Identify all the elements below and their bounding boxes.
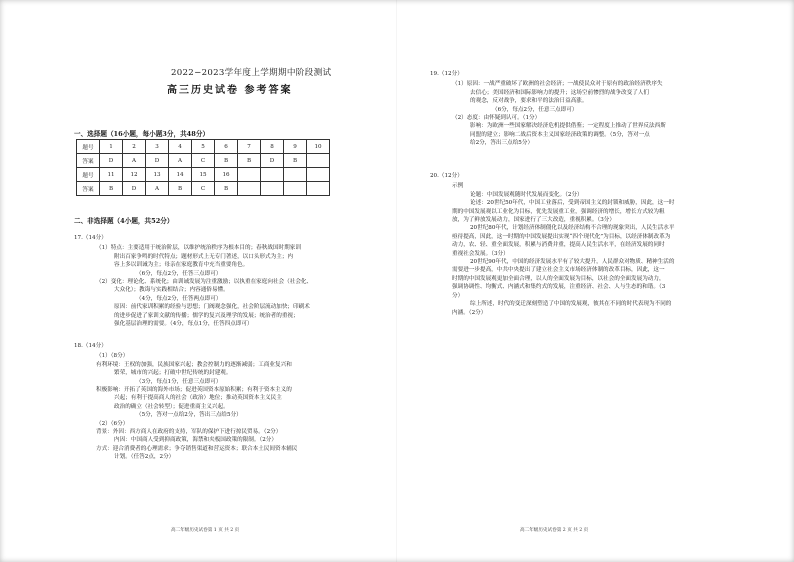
q20-line: 综上所述，时代的变迁深刻塑造了中国的发展观，彼其在不同的时代表现为不同的	[470, 301, 672, 308]
q17-line: 的进步促进了家训文献的传播；儒学的复兴及理学的发展；统治者的重视；	[114, 312, 299, 319]
answer-table-cell	[307, 168, 330, 182]
answer-table-cell: 16	[215, 168, 238, 182]
section1-heading: 一、选择题（16小题，每小题3分，共48分）	[74, 130, 210, 138]
answer-table-cell: D	[123, 182, 146, 196]
answer-table-cell: 12	[123, 168, 146, 182]
answer-table-row	[77, 154, 330, 168]
answer-table-cell: A	[169, 154, 192, 168]
q20-line: 重视社会发展。（3分）	[452, 250, 509, 257]
q20-line: 需要进一步提高，中共中央提出了建立社会主义市场经济体制的改革目标，因此，这一	[452, 267, 665, 274]
q19-line: （1）原因：一战严重破坏了欧洲的社会经济；一战使民众对于原有的政治经济秩序失	[452, 81, 663, 88]
answer-table-cell: D	[100, 154, 123, 168]
q19-line: 影响：为欧洲一些国家解决经济危机提供借鉴；一定程度上推动了世界反法西斯	[470, 123, 666, 130]
answer-table-row	[77, 168, 330, 182]
answer-table-cell	[307, 154, 330, 168]
q20-line: 期的中国发展观以工业化为目标，优先发展重工业，强调经济的增长，增长方式较为粗	[452, 208, 665, 215]
answer-table-cell	[238, 182, 261, 196]
q19-line: 去信心；美国经济和国际影响力的提升；这场空前惨烈的战争改变了人们	[470, 89, 650, 96]
answer-table-cell: 15	[192, 168, 215, 182]
answer-table-cell: 8	[261, 140, 284, 154]
answer-table-row-label: 答案	[77, 154, 100, 168]
q19-line: 同盟的建立；影响二战后资本主义国家经济政策的调整。（5分，答对一点	[470, 131, 650, 138]
answer-table-cell: A	[146, 182, 169, 196]
answer-table-cell: 1	[100, 140, 123, 154]
q17-line: 强化基层治理的需要。（4分，每点1分，任答四点即可）	[114, 321, 253, 328]
answer-table-cell: 6	[215, 140, 238, 154]
question-17-block	[74, 234, 312, 328]
question-19-block	[430, 70, 666, 148]
q17-line: （2）变化：理论化、系统化；由训诫发展为注重激励；以执重在家庭向社会（社会化、	[96, 279, 313, 286]
answer-table-cell	[284, 182, 307, 196]
q20-line: 论题：中国发展观随时代发展而变化。（2分）	[470, 191, 583, 198]
answer-table-cell	[261, 182, 284, 196]
q17-line: 容上多以训诫为主；母亲在家庭教育中充当重要角色。	[114, 262, 249, 269]
answer-table-cell: 2	[123, 140, 146, 154]
q17-line: （4分，每点2分，任答两点即可）	[136, 295, 222, 302]
right-page-footer: 高二年级历史试卷第 2 页 共 2 页	[520, 528, 589, 533]
answer-table-cell	[307, 182, 330, 196]
answer-table-row-label: 题号	[77, 140, 100, 154]
exam-year-title: 2022−2023学年度上学期期中阶段测试	[171, 68, 332, 78]
q20-line: 20世纪90年代，中国的经济发展水平有了较大提升，人民群众对物质、精神生活的	[470, 259, 675, 266]
q19-line: 的观念，反对战争，要求和平的法治日益高涨。	[470, 98, 588, 105]
q19-line: （6分，每点2分，任意三点即可）	[492, 106, 578, 113]
q17-line: （6分，每点2分，任答三点即可）	[136, 270, 222, 277]
answer-table-cell: A	[123, 154, 146, 168]
q18-line: （5分，答对一点给2分，答出三点给5分）	[136, 412, 242, 419]
answer-table-cell: B	[215, 154, 238, 168]
answer-table-cell: 14	[169, 168, 192, 182]
q17-line: 大众化）；教诲与实践相结合；内容通俗易懂。	[114, 287, 229, 294]
q18-line: 方式：迎合消费者的心理需求；争夺销售渠道和营运资本；联合本土民间资本辅民	[96, 445, 298, 452]
answer-table-row-label: 答案	[77, 182, 100, 196]
answer-table-cell: B	[238, 154, 261, 168]
answer-table-cell: B	[100, 182, 123, 196]
q18-line: 计划。（任答2点，2分）	[114, 454, 175, 461]
answer-key-title: 高三历史试卷 参考答案	[167, 85, 293, 96]
answer-table-row	[77, 182, 330, 196]
q17-line: 原因：前代家训积累的经验与思想；门阀观念强化，社会阶层流动加快；印刷术	[114, 304, 310, 311]
answer-table-cell: 3	[146, 140, 169, 154]
answer-table-cell: 13	[146, 168, 169, 182]
q20-line: 分）	[452, 292, 464, 299]
q18-line: 兴起；有利于提高商人的社会（政治）地位；推动英国资本主义民主	[114, 395, 282, 402]
answer-table-cell: C	[192, 154, 215, 168]
q20-line: 动力，农、轻、重全面发展，积累与消费并重，提高人民生活水平，在经济发展的同时	[452, 242, 665, 249]
answer-table-cell	[261, 168, 284, 182]
answer-table-cell: 4	[169, 140, 192, 154]
answer-table	[76, 139, 330, 196]
q20-line: 强调协调性、均衡式、内涵式和集约式的发展，注重经济、社会、人与生态的和谐。（3	[452, 284, 666, 291]
question-18-block	[74, 342, 297, 462]
q18-line: 18.（14分）	[74, 343, 107, 349]
q20-line: 20.（12分）	[430, 173, 463, 179]
q20-line: 论述：20世纪50年代，中国工业落后，受到帝国主义的封锁和威胁，因此，这一时	[470, 200, 675, 207]
q20-line: 时期的中国发展观更加全面合理，以人的全面发展为目标，以社会的全面发展为动力，	[452, 275, 665, 282]
left-page-footer: 高二年级历史试卷第 1 页 共 2 页	[171, 528, 240, 533]
answer-table-cell: B	[169, 182, 192, 196]
answer-table-cell: 7	[238, 140, 261, 154]
answer-table-cell: B	[284, 154, 307, 168]
q18-line: （1）（8分）	[96, 353, 129, 360]
answer-table-cell	[238, 168, 261, 182]
answer-table-cell: 10	[307, 140, 330, 154]
q19-line: 给2分，答出三点给5分）	[470, 140, 534, 147]
q17-line: （1）特点：主要适用于统治阶层，以维护统治秩序为根本目的；春秋战国时期家训	[96, 245, 301, 252]
q18-line: 积极影响：开拓了英国的海外市场；促进英国资本原始积累；有利于资本主义的	[96, 387, 292, 394]
q18-line: 政治的确立（社会转型）；促进重商主义兴起。	[114, 403, 229, 410]
section2-heading: 二、非选择题（4小题，共52分）	[74, 217, 174, 225]
question-20-block	[430, 172, 674, 317]
q18-line: 繁荣，城市的兴起；打破中世纪传统的封建观。	[114, 370, 232, 377]
answer-table-cell: C	[192, 182, 215, 196]
q20-line: 示例	[452, 183, 464, 190]
answer-table-cell: 11	[100, 168, 123, 182]
q18-line: （2）（6分）	[96, 420, 129, 427]
answer-table-cell: B	[215, 182, 238, 196]
q20-line: 20世纪80年代，计划经济体制僵化以及经济结构不合理的现象突出，人民生活水平	[470, 225, 675, 232]
answer-table-cell: 9	[284, 140, 307, 154]
q18-line: 内因：中国商人受到抑商政策，海禁和夹板国政策的限制。（2分）	[114, 437, 277, 444]
q17-line: 附出百家争鸣的时代特点；题材形式上无专门著述，以口头形式为主；内	[114, 253, 294, 260]
q20-line: 放，为了鲜放发展动力，国家进行了三大改造，重视积累。（3分）	[452, 217, 615, 224]
answer-table-cell: D	[261, 154, 284, 168]
answer-table-cell: 5	[192, 140, 215, 154]
answer-table-cell	[284, 168, 307, 182]
q20-line: 内涵。（2分）	[452, 309, 487, 316]
q18-line: 背景：外因：西方商人在政府的支持，军队的保护下进行掠民贸易。（2分）	[96, 429, 282, 436]
q19-line: （2）态度：由怀疑到认可。（1分）	[452, 115, 541, 122]
q20-line: 亟待提高，因此，这一时期的中国发展提出实现“四个现代化”为目标，以经济体制改革为	[452, 233, 671, 240]
q18-line: 有利环境：王权的加强，民族国家兴起；教会控制力的逐渐减弱；工商业复兴和	[96, 361, 292, 368]
page-fold	[396, 0, 397, 562]
answer-table-cell: D	[146, 154, 169, 168]
q19-line: 19.（12分）	[430, 71, 463, 77]
q18-line: （3分，每点1分，任意三点即可）	[136, 378, 222, 385]
answer-table-row-label: 题号	[77, 168, 100, 182]
q17-line: 17.（14分）	[74, 235, 107, 241]
answer-table-row	[77, 140, 330, 154]
